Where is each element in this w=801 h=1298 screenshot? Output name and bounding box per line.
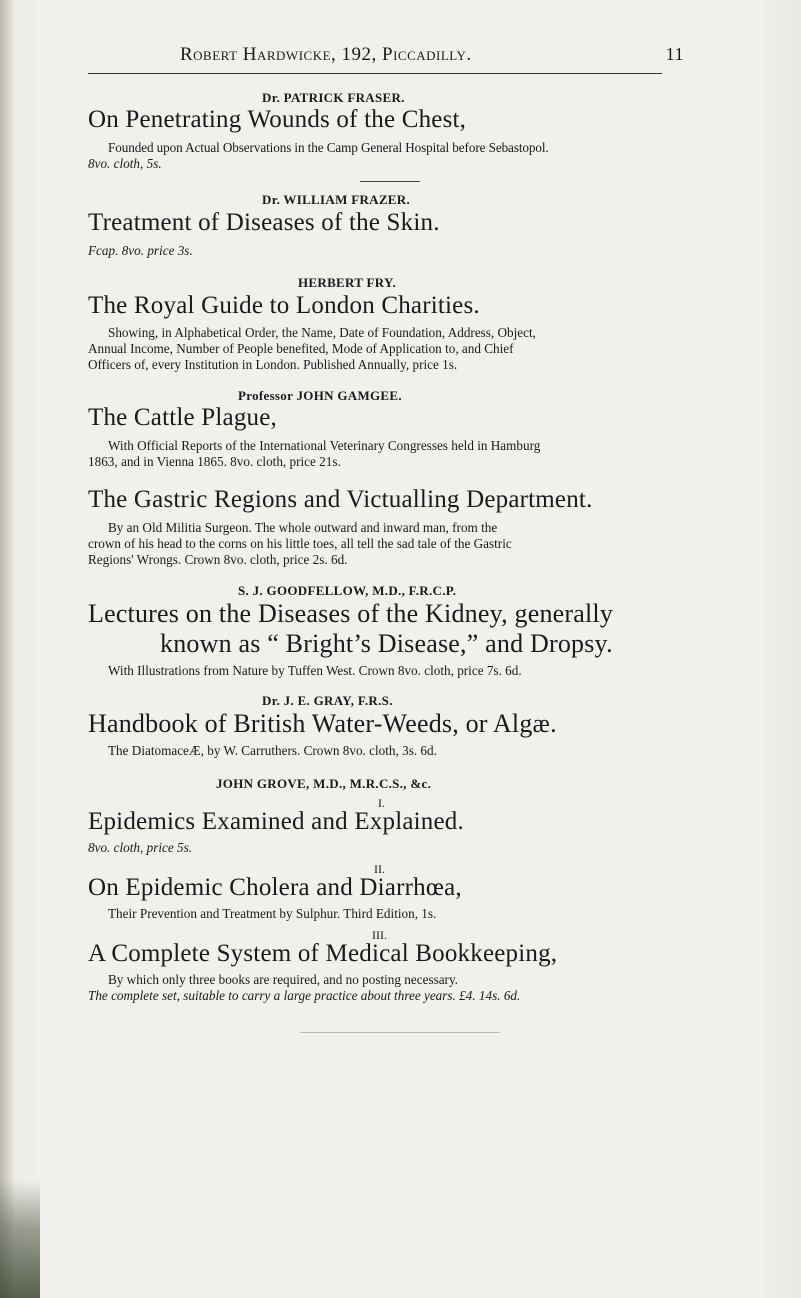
- description-line: crown of his head to the corns on his little toes, all tell the sad tale of the Gastric: [88, 536, 512, 551]
- description-line: With Illustrations from Nature by Tuffen West. Crown 8vo. cloth, price 7s. 6d.: [108, 663, 522, 678]
- author: Dr. J. E. GRAY, F.R.S.: [262, 693, 393, 708]
- running-title: Robert Hardwicke, 192, Piccadilly.: [180, 44, 472, 65]
- description-line: The complete set, suitable to carry a large practice about three years. £4. 14s. 6d.: [88, 988, 521, 1003]
- book-title: On Epidemic Cholera and Diarrhœa,: [88, 874, 462, 901]
- book-title: Handbook of British Water-Weeds, or Algæ.: [88, 709, 557, 738]
- book-title-line: Lectures on the Diseases of the Kidney, generally: [88, 599, 614, 628]
- book-title: The Royal Guide to London Charities.: [88, 292, 480, 319]
- book-title: On Penetrating Wounds of the Chest,: [88, 106, 467, 133]
- author: HERBERT FRY.: [298, 275, 397, 290]
- author: Dr. PATRICK FRASER.: [262, 90, 405, 105]
- page-header: [150, 44, 684, 70]
- part-numeral: I.: [378, 796, 385, 810]
- book-title: The Gastric Regions and Victualling Department.: [88, 486, 593, 513]
- book-title: Treatment of Diseases of the Skin.: [88, 209, 440, 236]
- description-line: Regions' Wrongs. Crown 8vo. cloth, price 2s. 6d.: [88, 552, 348, 567]
- description-line: Their Prevention and Treatment by Sulphur. Third Edition, 1s.: [108, 906, 437, 921]
- author: Professor JOHN GAMGEE.: [238, 388, 402, 403]
- price-line: 8vo. cloth, price 5s.: [88, 840, 193, 855]
- description-line: With Official Reports of the International Veterinary Congresses held in Hamburg: [108, 438, 541, 453]
- description-line: Founded upon Actual Observations in the Camp General Hospital before Sebastopol.: [108, 140, 549, 155]
- part-numeral: III.: [372, 928, 387, 942]
- book-title: The Cattle Plague,: [88, 404, 277, 431]
- author: JOHN GROVE, M.D., M.R.C.S., &c.: [216, 776, 432, 791]
- price-line: 8vo. cloth, 5s.: [88, 156, 162, 171]
- description-line: By which only three books are required, and no posting necessary.: [108, 972, 458, 987]
- description-line: The DiatomaceÆ, by W. Carruthers. Crown 8vo. cloth, 3s. 6d.: [108, 743, 437, 758]
- section-divider: [360, 181, 420, 182]
- description-line: 1863, and in Vienna 1865. 8vo. cloth, price 21s.: [88, 454, 341, 469]
- header-rule: [88, 73, 662, 74]
- price-line: Fcap. 8vo. price 3s.: [88, 243, 193, 258]
- page-gutter: [0, 0, 14, 1298]
- book-title: Epidemics Examined and Explained.: [88, 808, 464, 835]
- bottom-faint-rule: [300, 1032, 500, 1033]
- description-line: Officers of, every Institution in London. Published Annually, price 1s.: [88, 357, 458, 372]
- author: S. J. GOODFELLOW, M.D., F.R.C.P.: [238, 583, 457, 598]
- book-title: A Complete System of Medical Bookkeeping,: [88, 940, 558, 967]
- description-line: Annual Income, Number of People benefited, Mode of Application to, and Chief: [88, 341, 514, 356]
- description-line: By an Old Militia Surgeon. The whole outward and inward man, from the: [108, 520, 498, 535]
- part-numeral: II.: [374, 862, 385, 876]
- author: Dr. WILLIAM FRAZER.: [262, 192, 410, 207]
- page-number: 11: [665, 44, 684, 64]
- page-edge-stain: [0, 1180, 40, 1298]
- description-line: Showing, in Alphabetical Order, the Name, Date of Foundation, Address, Object,: [108, 325, 536, 340]
- book-title-line: known as “ Bright’s Disease,” and Dropsy.: [160, 629, 613, 658]
